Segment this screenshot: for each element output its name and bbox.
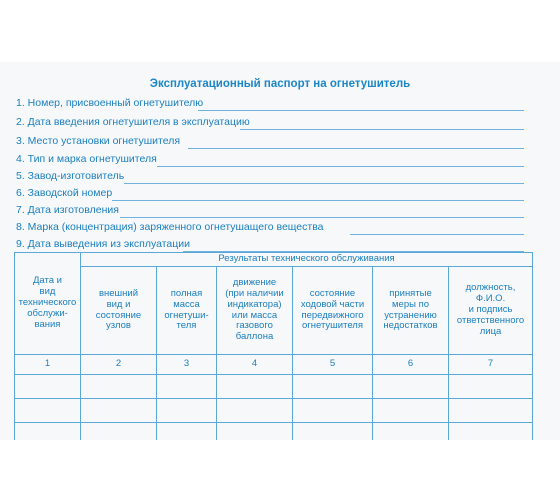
- page-title: Эксплуатационный паспорт на огнетушитель: [149, 78, 411, 90]
- field-8-rule: [350, 234, 524, 235]
- field-9: 9. Дата выведения из эксплуатации: [16, 238, 191, 250]
- col-chassis-header: состояние ходовой части передвижного огнетушителя: [293, 267, 373, 355]
- col-responsible-header: должность, Ф.И.О. и подпись ответственного лица: [449, 267, 533, 355]
- col-measures-header: принятые меры по устранению недостатков: [373, 267, 449, 355]
- field-7-rule: [120, 217, 524, 218]
- empty-table-row: [15, 375, 533, 399]
- field-2: 2. Дата введения огнетушителя в эксплуатацию: [16, 116, 250, 128]
- field-5-rule: [124, 183, 524, 184]
- field-1-rule: [198, 110, 524, 111]
- column-number: 2: [81, 355, 157, 375]
- column-number: 1: [15, 355, 81, 375]
- maintenance-table: [14, 252, 533, 447]
- field-5: 5. Завод-изготовитель: [16, 170, 125, 182]
- column-numbers-row: [15, 355, 533, 375]
- field-7: 7. Дата изготовления: [16, 204, 119, 216]
- col-date-header: Дата и вид технического обслужи- вания: [15, 253, 81, 355]
- column-number: 6: [373, 355, 449, 375]
- field-3-rule: [188, 148, 524, 149]
- maintenance-results-header: Результаты технического обслуживания: [81, 253, 533, 267]
- column-number: 4: [217, 355, 293, 375]
- field-1: 1. Номер, присвоенный огнетушителю: [16, 97, 204, 109]
- page-bottom-margin: [0, 440, 560, 504]
- field-4-rule: [157, 166, 524, 167]
- field-8: 8. Марка (концентрация) заряженного огнетушащего вещества: [16, 221, 324, 233]
- col-appearance-header: внешний вид и состояние узлов: [81, 267, 157, 355]
- col-mass-header: полная масса огнетуши- теля: [157, 267, 217, 355]
- empty-table-row: [15, 399, 533, 423]
- field-2-rule: [240, 129, 524, 130]
- field-4: 4. Тип и марка огнетушителя: [16, 153, 157, 165]
- field-3: 3. Место установки огнетушителя: [16, 135, 181, 147]
- column-number: 7: [449, 355, 533, 375]
- field-6: 6. Заводской номер: [16, 187, 113, 199]
- column-number: 5: [293, 355, 373, 375]
- column-number: 3: [157, 355, 217, 375]
- col-gas-cylinder-header: движение (при наличии индикатора) или масса газового баллона: [217, 267, 293, 355]
- field-6-rule: [112, 200, 524, 201]
